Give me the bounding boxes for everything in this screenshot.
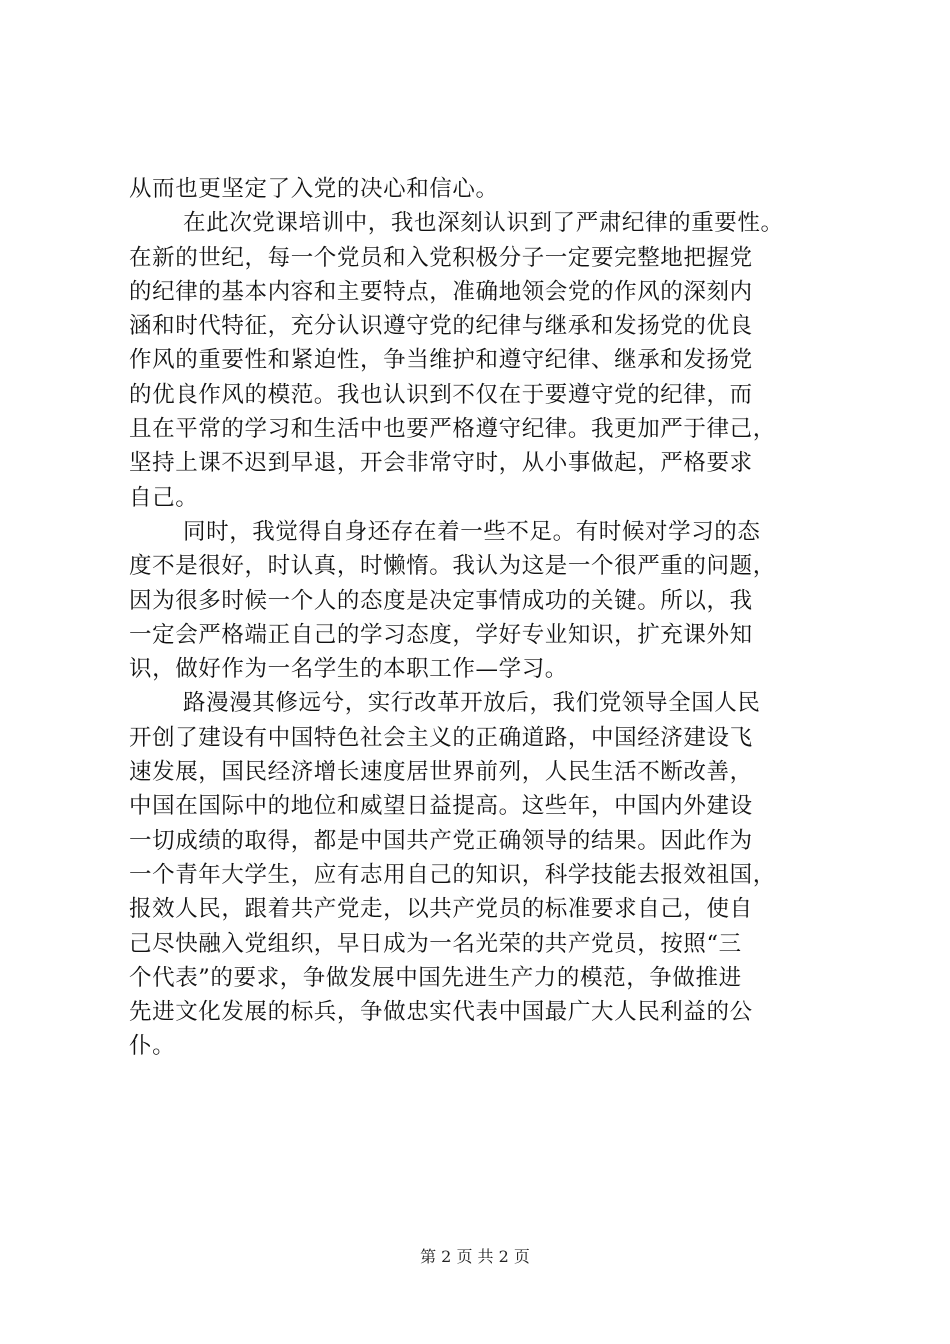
text-line: 因为很多时候一个人的态度是决定事情成功的关键。所以，我 [129,587,753,614]
text-line: 一个青年大学生，应有志用自己的知识，科学技能去报效祖国， [129,861,776,888]
text-line: 坚持上课不迟到早退，开会非常守时，从小事做起，严格要求 [129,450,753,477]
text-line: 一定会严格端正自己的学习态度，学好专业知识，扩充课外知 [129,621,753,648]
text-line: 度不是很好，时认真，时懒惰。我认为这是一个很严重的问题， [129,553,776,580]
text-line: 识，做好作为一名学生的本职工作—学习。 [129,656,568,683]
text-line: 开创了建设有中国特色社会主义的正确道路，中国经济建设飞 [129,724,753,751]
page-footer: 第 2 页 共 2 页 [420,1247,530,1266]
text-line: 作风的重要性和紧迫性，争当维护和遵守纪律、继承和发扬党 [129,347,753,374]
document-body [129,172,841,1064]
text-line: 报效人民，跟着共产党走，以共产党员的标准要求自己，使自 [129,896,753,923]
text-line: 的优良作风的模范。我也认识到不仅在于要遵守党的纪律，而 [129,381,753,408]
text-line: 自己。 [129,484,199,511]
text-line: 速发展，国民经济增长速度居世界前列，人民生活不断改善， [129,759,753,786]
text-line: 的纪律的基本内容和主要特点，准确地领会党的作风的深刻内 [129,278,753,305]
text-line: 从而也更坚定了入党的决心和信心。 [129,176,499,202]
text-line: 在此次党课培训中，我也深刻认识到了严肃纪律的重要性。 [183,210,784,237]
text-line: 路漫漫其修远兮，实行改革开放后，我们党领导全国人民 [183,690,761,717]
text-line: 己尽快融入党组织，早日成为一名光荣的共产党员，按照“三 [129,930,742,957]
text-line: 个代表”的要求，争做发展中国先进生产力的模范，争做推进 [129,964,742,991]
text-line: 且在平常的学习和生活中也要严格遵守纪律。我更加严于律己， [129,416,776,443]
text-line: 涵和时代特征，充分认识遵守党的纪律与继承和发扬党的优良 [129,313,753,340]
text-line: 仆。 [129,1033,176,1060]
text-line: 中国在国际中的地位和威望日益提高。这些年，中国内外建设 [129,793,753,820]
text-line: 同时，我觉得自身还存在着一些不足。有时候对学习的态 [183,518,761,545]
text-line: 一切成绩的取得，都是中国共产党正确领导的结果。因此作为 [129,827,753,854]
text-line: 在新的世纪，每一个党员和入党积极分子一定要完整地把握党 [129,244,753,271]
text-line: 先进文化发展的标兵，争做忠实代表中国最广大人民利益的公 [129,999,753,1026]
